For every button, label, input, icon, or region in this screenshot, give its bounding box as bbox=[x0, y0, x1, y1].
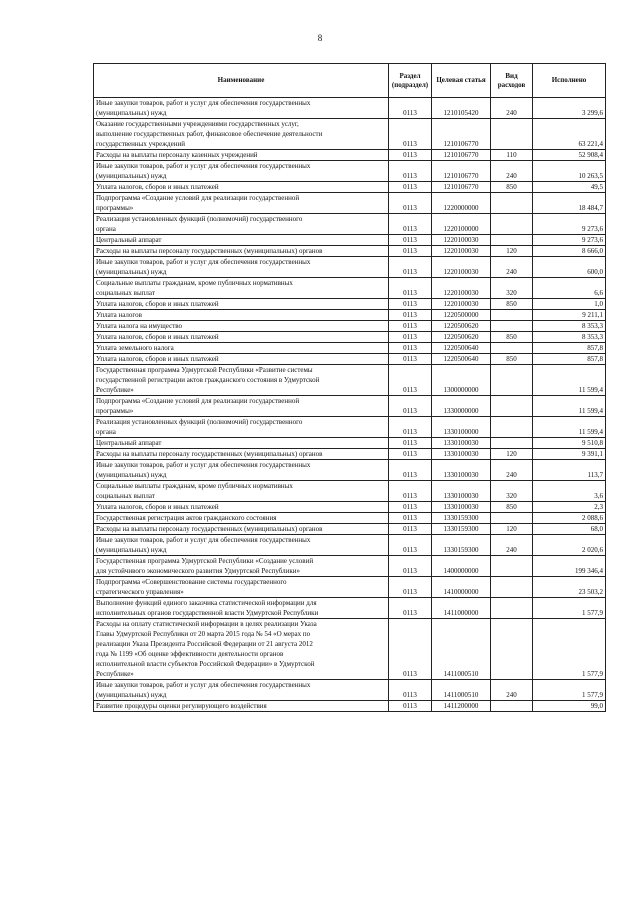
cell-name: Расходы на выплаты персоналу государственных (муниципальных) органов bbox=[94, 246, 389, 257]
cell-section: 0113 bbox=[389, 98, 432, 119]
cell-type bbox=[491, 310, 533, 321]
cell-section: 0113 bbox=[389, 354, 432, 365]
cell-target: 1411000510 bbox=[432, 680, 491, 701]
cell-name: Центральный аппарат bbox=[94, 438, 389, 449]
table-row bbox=[94, 701, 606, 712]
cell-executed: 63 221,4 bbox=[533, 119, 606, 150]
cell-section: 0113 bbox=[389, 332, 432, 343]
cell-target: 1411200000 bbox=[432, 701, 491, 712]
table-row bbox=[94, 235, 606, 246]
cell-target: 1210106770 bbox=[432, 119, 491, 150]
cell-executed: 10 263,5 bbox=[533, 161, 606, 182]
cell-target: 1300000000 bbox=[432, 365, 491, 396]
cell-type: 110 bbox=[491, 150, 533, 161]
cell-name: Развитие процедуры оценки регулирующего воздействия bbox=[94, 701, 389, 712]
cell-name: Подпрограмма «Создание условий для реализации государственной программы» bbox=[94, 396, 389, 417]
cell-section: 0113 bbox=[389, 598, 432, 619]
cell-type: 120 bbox=[491, 524, 533, 535]
cell-name: Иные закупки товаров, работ и услуг для обеспечения государственных (муниципальных) нужд bbox=[94, 680, 389, 701]
cell-section: 0113 bbox=[389, 502, 432, 513]
cell-type bbox=[491, 513, 533, 524]
cell-type: 850 bbox=[491, 182, 533, 193]
table-row bbox=[94, 619, 606, 680]
cell-target: 1330000000 bbox=[432, 396, 491, 417]
cell-executed: 18 484,7 bbox=[533, 193, 606, 214]
cell-type: 850 bbox=[491, 332, 533, 343]
cell-target: 1210105420 bbox=[432, 98, 491, 119]
table-row bbox=[94, 278, 606, 299]
table-row bbox=[94, 680, 606, 701]
cell-executed: 857,8 bbox=[533, 343, 606, 354]
table-row bbox=[94, 214, 606, 235]
cell-name: Социальные выплаты гражданам, кроме публичных нормативных социальных выплат bbox=[94, 481, 389, 502]
cell-target: 1210106770 bbox=[432, 150, 491, 161]
table-row bbox=[94, 449, 606, 460]
cell-name: Уплата налогов, сборов и иных платежей bbox=[94, 332, 389, 343]
cell-executed: 9 273,6 bbox=[533, 235, 606, 246]
cell-section: 0113 bbox=[389, 701, 432, 712]
cell-executed: 9 391,1 bbox=[533, 449, 606, 460]
cell-executed: 1,0 bbox=[533, 299, 606, 310]
cell-executed: 2 020,6 bbox=[533, 535, 606, 556]
page-number: 8 bbox=[317, 33, 323, 43]
cell-target: 1220100030 bbox=[432, 278, 491, 299]
cell-type bbox=[491, 701, 533, 712]
cell-target: 1220100030 bbox=[432, 246, 491, 257]
table-row bbox=[94, 598, 606, 619]
cell-executed: 1 577,9 bbox=[533, 619, 606, 680]
budget-table bbox=[93, 63, 606, 712]
cell-section: 0113 bbox=[389, 119, 432, 150]
header-name: Наименование bbox=[94, 64, 389, 98]
cell-section: 0113 bbox=[389, 235, 432, 246]
cell-section: 0113 bbox=[389, 214, 432, 235]
cell-name: Реализация установленных функций (полномочий) государственного органа bbox=[94, 214, 389, 235]
cell-section: 0113 bbox=[389, 182, 432, 193]
table-row bbox=[94, 310, 606, 321]
cell-name: Подпрограмма «Создание условий для реализации государственной программы» bbox=[94, 193, 389, 214]
cell-executed: 9 211,1 bbox=[533, 310, 606, 321]
cell-target: 1330100000 bbox=[432, 417, 491, 438]
table-row bbox=[94, 193, 606, 214]
cell-name: Расходы на выплаты персоналу государственных (муниципальных) органов bbox=[94, 524, 389, 535]
table-row bbox=[94, 343, 606, 354]
cell-executed: 99,0 bbox=[533, 701, 606, 712]
cell-section: 0113 bbox=[389, 299, 432, 310]
table-row bbox=[94, 577, 606, 598]
cell-type bbox=[491, 119, 533, 150]
cell-name: Государственная регистрация актов гражданского состояния bbox=[94, 513, 389, 524]
cell-name: Уплата налогов, сборов и иных платежей bbox=[94, 299, 389, 310]
cell-target: 1330100030 bbox=[432, 502, 491, 513]
cell-type bbox=[491, 365, 533, 396]
cell-type: 240 bbox=[491, 161, 533, 182]
table-row bbox=[94, 98, 606, 119]
cell-section: 0113 bbox=[389, 417, 432, 438]
cell-section: 0113 bbox=[389, 150, 432, 161]
cell-section: 0113 bbox=[389, 535, 432, 556]
cell-target: 1220100000 bbox=[432, 214, 491, 235]
cell-target: 1411000510 bbox=[432, 619, 491, 680]
table-row bbox=[94, 332, 606, 343]
cell-type: 240 bbox=[491, 535, 533, 556]
cell-name: Уплата налогов, сборов и иных платежей bbox=[94, 182, 389, 193]
cell-executed: 11 599,4 bbox=[533, 417, 606, 438]
table-header bbox=[94, 64, 606, 98]
table-row bbox=[94, 502, 606, 513]
cell-section: 0113 bbox=[389, 513, 432, 524]
cell-name: Иные закупки товаров, работ и услуг для обеспечения государственных (муниципальных) нужд bbox=[94, 98, 389, 119]
cell-name: Государственная программа Удмуртской Республики «Развитие системы государственной регистрации актов гражданского состояния в Удмуртской Республике» bbox=[94, 365, 389, 396]
cell-target: 1410000000 bbox=[432, 577, 491, 598]
cell-name: Уплата налога на имущество bbox=[94, 321, 389, 332]
cell-section: 0113 bbox=[389, 619, 432, 680]
cell-section: 0113 bbox=[389, 577, 432, 598]
cell-type bbox=[491, 556, 533, 577]
cell-name: Оказание государственными учреждениями государственных услуг, выполнение государственных работ, финансовое обеспечение деятельности государственных учреждений bbox=[94, 119, 389, 150]
cell-type: 320 bbox=[491, 481, 533, 502]
table-row bbox=[94, 150, 606, 161]
cell-type bbox=[491, 235, 533, 246]
cell-type: 240 bbox=[491, 98, 533, 119]
cell-executed: 8 353,3 bbox=[533, 321, 606, 332]
cell-executed: 11 599,4 bbox=[533, 365, 606, 396]
cell-target: 1330100030 bbox=[432, 481, 491, 502]
cell-name: Расходы на выплаты персоналу государственных (муниципальных) органов bbox=[94, 449, 389, 460]
cell-section: 0113 bbox=[389, 365, 432, 396]
table-row bbox=[94, 354, 606, 365]
cell-executed: 11 599,4 bbox=[533, 396, 606, 417]
cell-type: 850 bbox=[491, 502, 533, 513]
table-row bbox=[94, 438, 606, 449]
cell-type bbox=[491, 577, 533, 598]
cell-executed: 68,0 bbox=[533, 524, 606, 535]
cell-target: 1330159300 bbox=[432, 524, 491, 535]
table-row bbox=[94, 299, 606, 310]
cell-executed: 857,8 bbox=[533, 354, 606, 365]
cell-executed: 113,7 bbox=[533, 460, 606, 481]
cell-executed: 2 088,6 bbox=[533, 513, 606, 524]
cell-target: 1400000000 bbox=[432, 556, 491, 577]
cell-section: 0113 bbox=[389, 343, 432, 354]
table-row bbox=[94, 481, 606, 502]
cell-executed: 1 577,9 bbox=[533, 680, 606, 701]
cell-executed: 9 510,8 bbox=[533, 438, 606, 449]
cell-section: 0113 bbox=[389, 310, 432, 321]
table-row bbox=[94, 460, 606, 481]
cell-executed: 600,0 bbox=[533, 257, 606, 278]
cell-type: 120 bbox=[491, 246, 533, 257]
table-row bbox=[94, 556, 606, 577]
header-type: Вид расходов bbox=[491, 64, 533, 98]
cell-executed: 9 273,6 bbox=[533, 214, 606, 235]
header-section: Раздел (подраздел) bbox=[389, 64, 432, 98]
cell-name: Государственная программа Удмуртской Республики «Создание условий для устойчивого экономического развития Удмуртской Республики» bbox=[94, 556, 389, 577]
cell-name: Расходы на выплаты персоналу казенных учреждений bbox=[94, 150, 389, 161]
cell-target: 1330100030 bbox=[432, 438, 491, 449]
cell-executed: 199 346,4 bbox=[533, 556, 606, 577]
table-row bbox=[94, 524, 606, 535]
cell-executed: 8 666,0 bbox=[533, 246, 606, 257]
cell-type: 240 bbox=[491, 680, 533, 701]
table-row bbox=[94, 417, 606, 438]
cell-name: Иные закупки товаров, работ и услуг для обеспечения государственных (муниципальных) нужд bbox=[94, 535, 389, 556]
cell-name: Уплата налогов, сборов и иных платежей bbox=[94, 502, 389, 513]
table-row bbox=[94, 535, 606, 556]
cell-name: Подпрограмма «Совершенствование системы государственного стратегического управления» bbox=[94, 577, 389, 598]
cell-executed: 1 577,9 bbox=[533, 598, 606, 619]
cell-executed: 6,6 bbox=[533, 278, 606, 299]
table-row bbox=[94, 257, 606, 278]
cell-type bbox=[491, 396, 533, 417]
cell-executed: 49,5 bbox=[533, 182, 606, 193]
table-row bbox=[94, 396, 606, 417]
cell-section: 0113 bbox=[389, 278, 432, 299]
cell-section: 0113 bbox=[389, 680, 432, 701]
cell-section: 0113 bbox=[389, 449, 432, 460]
cell-type: 320 bbox=[491, 278, 533, 299]
cell-name: Расходы на оплату статистической информации в целях реализации Указа Главы Удмуртской Республики от 20 марта 2015 года № 54 «О мерах по реализации Указа Президента Российской Федерации от 21 августа 2012 года № 1199 «Об оценке эффективности деятельности органов исполнительной власти субъектов Российской Федерации» в Удмуртской Республике» bbox=[94, 619, 389, 680]
cell-target: 1210106770 bbox=[432, 182, 491, 193]
cell-type: 850 bbox=[491, 354, 533, 365]
cell-type bbox=[491, 417, 533, 438]
cell-target: 1330100030 bbox=[432, 449, 491, 460]
cell-executed: 3,6 bbox=[533, 481, 606, 502]
cell-executed: 3 299,6 bbox=[533, 98, 606, 119]
cell-section: 0113 bbox=[389, 460, 432, 481]
cell-section: 0113 bbox=[389, 193, 432, 214]
cell-type: 120 bbox=[491, 449, 533, 460]
cell-section: 0113 bbox=[389, 438, 432, 449]
cell-target: 1220500620 bbox=[432, 332, 491, 343]
cell-name: Иные закупки товаров, работ и услуг для обеспечения государственных (муниципальных) нужд bbox=[94, 460, 389, 481]
cell-target: 1411000000 bbox=[432, 598, 491, 619]
table-row bbox=[94, 182, 606, 193]
cell-name: Уплата налогов bbox=[94, 310, 389, 321]
cell-target: 1220500640 bbox=[432, 343, 491, 354]
cell-type bbox=[491, 343, 533, 354]
cell-target: 1220100030 bbox=[432, 257, 491, 278]
cell-target: 1220100030 bbox=[432, 299, 491, 310]
cell-name: Уплата земельного налога bbox=[94, 343, 389, 354]
cell-type bbox=[491, 193, 533, 214]
cell-type: 240 bbox=[491, 257, 533, 278]
table-row bbox=[94, 321, 606, 332]
cell-executed: 23 503,2 bbox=[533, 577, 606, 598]
cell-executed: 2,3 bbox=[533, 502, 606, 513]
cell-executed: 8 353,3 bbox=[533, 332, 606, 343]
cell-target: 1330159300 bbox=[432, 535, 491, 556]
cell-name: Центральный аппарат bbox=[94, 235, 389, 246]
cell-type: 240 bbox=[491, 460, 533, 481]
cell-name: Социальные выплаты гражданам, кроме публичных нормативных социальных выплат bbox=[94, 278, 389, 299]
cell-name: Уплата налогов, сборов и иных платежей bbox=[94, 354, 389, 365]
header-executed: Исполнено bbox=[533, 64, 606, 98]
cell-section: 0113 bbox=[389, 321, 432, 332]
cell-section: 0113 bbox=[389, 246, 432, 257]
cell-name: Иные закупки товаров, работ и услуг для обеспечения государственных (муниципальных) нужд bbox=[94, 257, 389, 278]
cell-target: 1220500620 bbox=[432, 321, 491, 332]
cell-type bbox=[491, 598, 533, 619]
table-row bbox=[94, 513, 606, 524]
cell-section: 0113 bbox=[389, 257, 432, 278]
cell-target: 1220000000 bbox=[432, 193, 491, 214]
cell-name: Иные закупки товаров, работ и услуг для обеспечения государственных (муниципальных) нужд bbox=[94, 161, 389, 182]
cell-target: 1220100030 bbox=[432, 235, 491, 246]
cell-section: 0113 bbox=[389, 556, 432, 577]
table-row bbox=[94, 161, 606, 182]
header-target: Целевая статья bbox=[432, 64, 491, 98]
table-row bbox=[94, 119, 606, 150]
cell-type bbox=[491, 438, 533, 449]
cell-target: 1330159300 bbox=[432, 513, 491, 524]
cell-name: Выполнение функций единого заказчика статистической информации для исполнительных органов государственной власти Удмуртской Республики bbox=[94, 598, 389, 619]
cell-section: 0113 bbox=[389, 161, 432, 182]
cell-target: 1330100030 bbox=[432, 460, 491, 481]
cell-type: 850 bbox=[491, 299, 533, 310]
cell-type bbox=[491, 619, 533, 680]
cell-section: 0113 bbox=[389, 524, 432, 535]
table-row bbox=[94, 246, 606, 257]
cell-section: 0113 bbox=[389, 481, 432, 502]
cell-section: 0113 bbox=[389, 396, 432, 417]
table-row bbox=[94, 365, 606, 396]
cell-target: 1210106770 bbox=[432, 161, 491, 182]
cell-target: 1220500640 bbox=[432, 354, 491, 365]
cell-type bbox=[491, 214, 533, 235]
table-body bbox=[94, 98, 606, 712]
cell-name: Реализация установленных функций (полномочий) государственного органа bbox=[94, 417, 389, 438]
cell-target: 1220500000 bbox=[432, 310, 491, 321]
cell-executed: 52 908,4 bbox=[533, 150, 606, 161]
cell-type bbox=[491, 321, 533, 332]
